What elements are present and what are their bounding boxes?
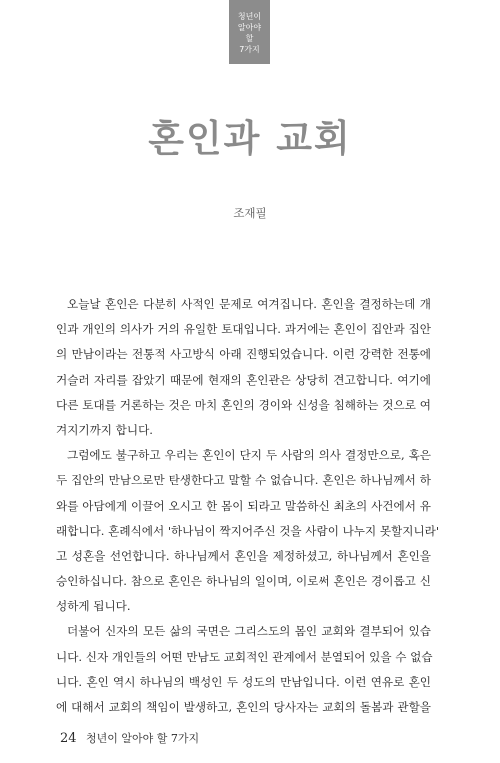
body-line: 의 만남이라는 전통적 사고방식 아래 진행되었습니다. 이런 강력한 전통에 <box>56 347 431 362</box>
series-tab <box>229 0 270 64</box>
series-tab-line: 7가지 <box>239 45 260 54</box>
body-line: 두 집안의 만남으로만 탄생한다고 말할 수 없습니다. 혼인은 하나님께서 하 <box>56 473 431 488</box>
body-line: 래합니다. 혼례식에서 '하나님이 짝지어주신 것을 사람이 나누지 못할지니라' <box>56 523 440 538</box>
running-book-title: 청년이 알아야 할 7가지 <box>86 732 200 745</box>
body-line: 승인하십니다. 참으로 혼인은 하나님의 일이며, 이로써 혼인은 경이롭고 신 <box>56 574 431 589</box>
series-tab-line: 알아야 <box>237 23 262 32</box>
body-line: 니다. 혼인 역시 하나님의 백성인 두 성도의 만남입니다. 이런 연유로 혼인 <box>56 674 431 689</box>
series-tab-line: 할 <box>245 34 254 43</box>
body-line: 오늘날 혼인은 다분히 사적인 문제로 여겨집니다. 혼인을 결정하는데 개 <box>67 297 431 311</box>
body-line: 니다. 신자 개인들의 어떤 만남도 교회적인 관계에서 분열되어 있을 수 없습 <box>56 649 433 664</box>
body-line: 인과 개인의 의사가 거의 유일한 토대입니다. 과거에는 혼인이 집안과 집안 <box>56 322 431 337</box>
body-line: 더불어 신자의 모든 삶의 국면은 그리스도의 몸인 교회와 결부되어 있습 <box>67 624 431 639</box>
body-line: 고 성혼을 선언합니다. 하나님께서 혼인을 제정하셨고, 하나님께서 혼인을 <box>56 548 431 563</box>
body-line: 와를 아담에게 이끌어 오시고 한 몸이 되라고 말씀하신 최초의 사건에서 유 <box>56 498 431 513</box>
chapter-title: 혼인과 교회 <box>148 117 352 160</box>
body-text <box>56 292 440 720</box>
page-footer <box>60 730 199 746</box>
body-line: 에 대해서 교회의 책임이 발생하고, 혼인의 당사자는 교회의 돌봄과 관할을 <box>56 700 431 714</box>
body-line: 겨지기까지 합니다. <box>56 422 153 437</box>
author-name: 조재필 <box>233 206 267 220</box>
body-line: 다른 토대를 거론하는 것은 마치 혼인의 경이와 신성을 침해하는 것으로 여 <box>56 397 431 412</box>
body-line: 거슬러 자리를 잡았기 때문에 현재의 혼인관은 상당히 견고합니다. 여기에 <box>56 372 431 387</box>
body-line: 성하게 됩니다. <box>56 599 131 614</box>
body-line: 그럼에도 불구하고 우리는 혼인이 단지 두 사람의 의사 결정만으로, 혹은 <box>67 448 431 463</box>
page-number: 24 <box>60 731 77 746</box>
series-tab-line: 청년이 <box>237 12 262 21</box>
